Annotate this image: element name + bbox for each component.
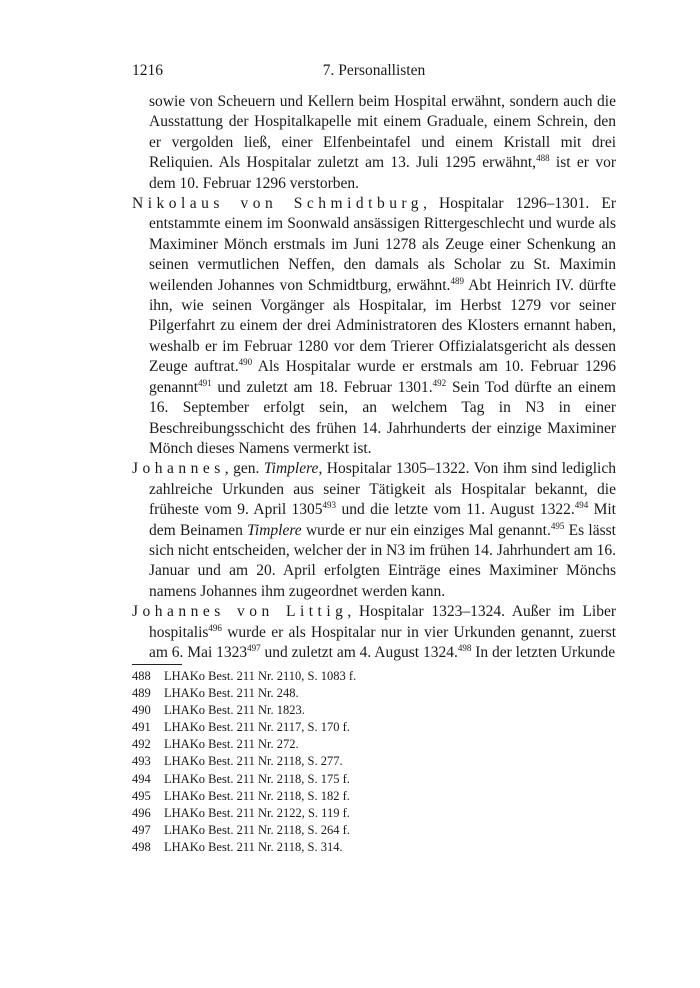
text-segment: Sein Tod dürfte an einem 16. September erfolgt sein, an welchem Tag in N3 in einer Beschreibungsschicht des frühen 14. Jahrhunderts der einzige Maximiner Mönch dieses Namens vermerkt ist. — [149, 378, 616, 457]
person-name: Johannes von Littig — [132, 603, 348, 621]
footnote-number: 497 — [132, 822, 151, 837]
person-entry — [132, 602, 616, 663]
footnote-ref: 492 — [432, 377, 447, 388]
text-segment: Mit dem Beinamen — [149, 501, 616, 539]
footnote-number: 490 — [132, 703, 151, 718]
footnote — [132, 788, 616, 805]
footnote-text: LHAKo Best. 211 Nr. 2118, S. 277. — [164, 754, 343, 769]
footnote-number: 492 — [132, 737, 151, 752]
footnote-number: 495 — [132, 788, 151, 803]
text-segment: wurde er als Hospitalar nur in vier Urkunden genannt, zuerst am 6. Mai 1323 — [149, 623, 616, 661]
footnote — [132, 668, 616, 685]
text-segment: sowie von Scheuern und Kellern beim Hospital erwähnt, sondern auch die Ausstattung der Hospitalkapelle mit einem Graduale, einem Schrein, den er vergolden ließ, einer Elfenbeintafel und einem Kristall mit drei Reliquien. Als Hospitalar zuletzt am 13. Juli 1295 erwähnt, — [149, 93, 616, 172]
footnotes — [132, 668, 616, 856]
footnote-ref: 490 — [238, 357, 253, 368]
footnote-number: 498 — [132, 839, 151, 854]
text-segment: , Hospitalar 1296–1301. Er entstammte einem im Soonwald ansässigen Rittergeschlecht und wurde als Maximiner Mönch erstmals im Juni 1278 als Zeuge einer Schenkung an seinen vermutlichen Neffen, den damals als Scholar zu St. Maximin weilenden Johannes von Schmidtburg, erwähnt. — [149, 195, 616, 294]
text-segment: und zuletzt am 18. Februar 1301. — [211, 378, 433, 396]
footnote-number: 489 — [132, 686, 151, 701]
footnote — [132, 839, 616, 856]
footnote-ref: 493 — [322, 500, 337, 511]
footnote — [132, 753, 616, 770]
footnote-text: LHAKo Best. 211 Nr. 2117, S. 170 f. — [164, 720, 350, 735]
page-header — [132, 62, 616, 84]
page-number: 1216 — [132, 62, 163, 79]
text-segment: und zuletzt am 4. August 1324. — [260, 643, 458, 661]
footnote — [132, 702, 616, 719]
italic-term: Timplere — [263, 460, 319, 478]
footnote-text: LHAKo Best. 211 Nr. 2118, S. 314. — [164, 839, 343, 854]
footnote-ref: 491 — [198, 377, 212, 388]
footnote-ref: 494 — [574, 500, 589, 511]
footnote-number: 493 — [132, 754, 151, 769]
text-segment: und die letzte vom 11. August 1322. — [336, 501, 575, 519]
footnote-ref: 495 — [550, 520, 565, 531]
footnote-number: 488 — [132, 669, 151, 683]
footnote — [132, 822, 616, 839]
text-segment: ist er vor dem 10. Februar 1296 verstorben. — [149, 154, 616, 192]
text-segment: , Hospitalar 1305–1322. Von ihm sind lediglich zahlreiche Urkunden aus seiner Tätigkeit als Hospitalar bekannt, die früheste vom 9. April 1305 — [149, 460, 616, 519]
footnote-number: 491 — [132, 720, 151, 735]
person-entry — [132, 459, 616, 602]
footnote-text: LHAKo Best. 211 Nr. 248. — [164, 686, 299, 701]
footnote — [132, 805, 616, 822]
footnote-ref: 497 — [247, 642, 261, 653]
footnote-ref: 498 — [457, 642, 472, 653]
text-segment: Abt Heinrich IV. dürfte ihn, wie seinen Vorgänger als Hospitalar, im Herbst 1279 vor seiner Pilgerfahrt zu einem der drei Administratoren des Klosters ernannt haben, weshalb er im Februar 1280 vor dem Trierer Offizialatsgericht als dessen Zeuge auftrat. — [149, 276, 616, 376]
text-segment: Als Hospitalar wurde er erstmals am 10. Februar 1296 genannt — [149, 358, 616, 396]
body-text — [132, 92, 616, 663]
footnote — [132, 719, 616, 736]
text-segment: In der letzten Urkunde — [471, 643, 616, 661]
text-segment: wurde er nur ein einziges Mal genannt. — [301, 521, 551, 539]
text-segment: , Hospitalar 1323–1324. Außer im Liber hospitalis — [149, 603, 617, 641]
running-head: 7. Personallisten — [322, 62, 426, 79]
person-name: Nikolaus von Schmidtburg — [132, 195, 424, 213]
footnote — [132, 685, 616, 702]
footnote-ref: 488 — [536, 153, 550, 164]
footnote-text: LHAKo Best. 211 Nr. 2118, S. 182 f. — [164, 788, 350, 803]
person-name: Johannes — [132, 460, 225, 478]
footnote-text: LHAKo Best. 211 Nr. 2122, S. 119 f. — [164, 805, 350, 820]
footnote-text: LHAKo Best. 211 Nr. 2118, S. 175 f. — [164, 771, 350, 786]
footnote-ref: 489 — [450, 275, 464, 286]
text-segment: Es lässt sich nicht entscheiden, welcher der in N3 im frühen 14. Jahrhundert am 16. Januar und am 20. April erfolgten Einträge eines Maximiner Mönchs namens Johannes ihm zugeordnet werden kann. — [149, 521, 617, 600]
italic-term: Timplere — [247, 521, 302, 539]
footnote-ref: 496 — [208, 622, 222, 633]
paragraph-continuation — [132, 92, 616, 194]
footnote-text: LHAKo Best. 211 Nr. 1823. — [164, 703, 305, 718]
footnote-text: LHAKo Best. 211 Nr. 2118, S. 264 f. — [164, 822, 350, 837]
footnote-text: LHAKo Best. 211 Nr. 2110, S. 1083 f. — [164, 669, 357, 683]
footnote-separator — [132, 664, 182, 665]
footnote-number: 496 — [132, 805, 151, 820]
footnote-text: LHAKo Best. 211 Nr. 272. — [164, 737, 299, 752]
text-segment: , gen. — [224, 460, 264, 478]
footnote-number: 494 — [132, 771, 151, 786]
person-entry — [132, 194, 616, 459]
footnote — [132, 771, 616, 788]
footnote — [132, 736, 616, 753]
